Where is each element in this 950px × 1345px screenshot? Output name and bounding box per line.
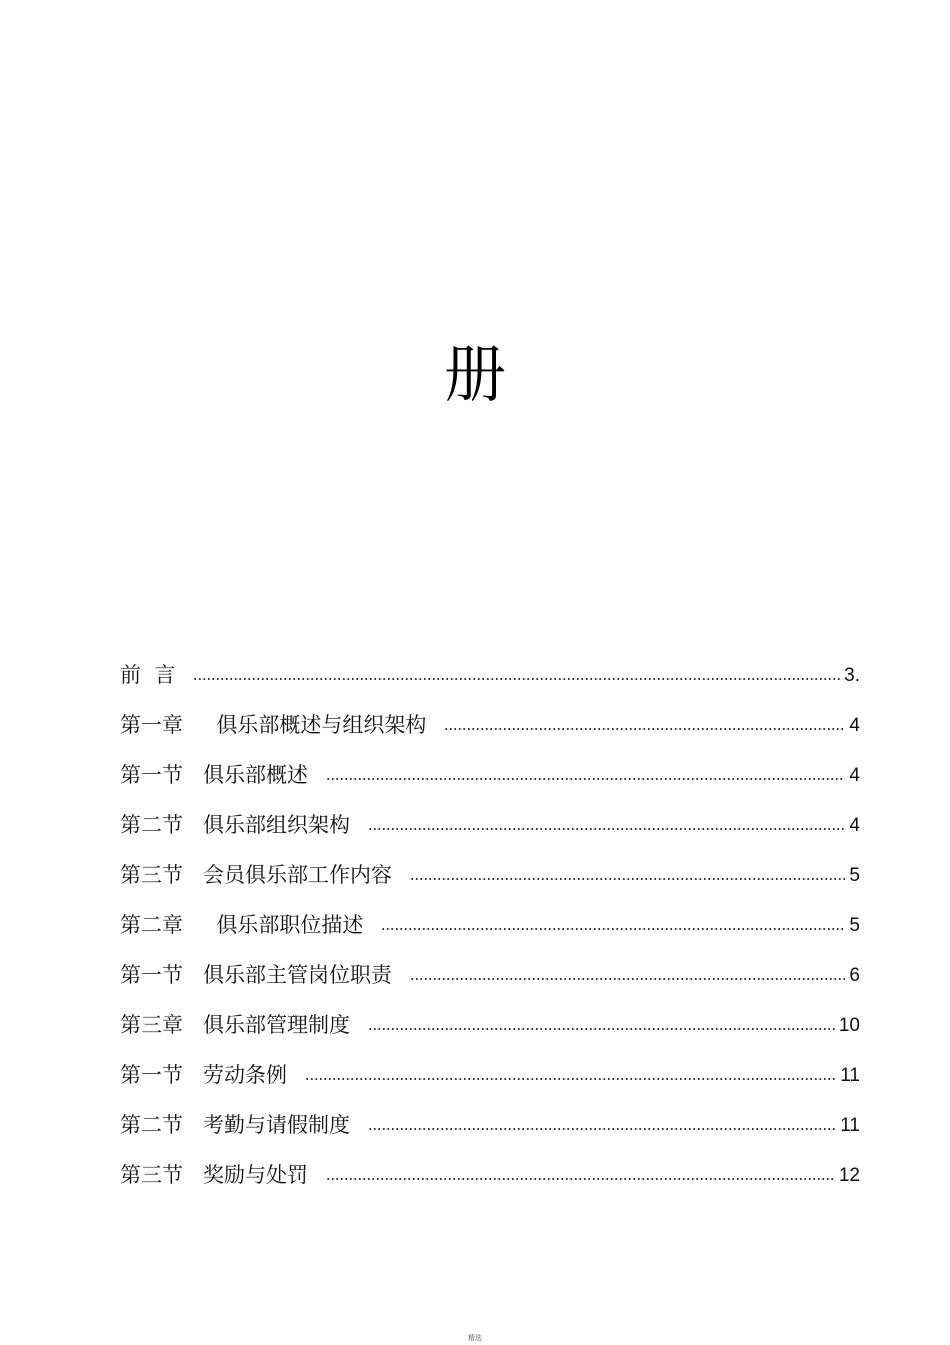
toc-entry-ch3-section-3[interactable] — [120, 1160, 860, 1190]
toc-dot-leader — [368, 1027, 835, 1031]
footer-mark: 精选 — [468, 1334, 482, 1342]
toc-entry-label: 前 言 — [120, 663, 176, 687]
toc-dot-leader — [368, 827, 845, 831]
toc-dot-leader — [368, 1127, 836, 1131]
toc-entry-ch3-section-2[interactable] — [120, 1110, 860, 1140]
toc-dot-leader — [444, 727, 845, 731]
toc-dot-leader — [410, 977, 845, 981]
toc-entry-label: 第三章 俱乐部管理制度 — [120, 1013, 351, 1037]
toc-entry-label: 第三节 会员俱乐部工作内容 — [120, 863, 393, 887]
toc-page-number: 5 — [849, 865, 860, 886]
toc-page-number: 12 — [838, 1165, 860, 1186]
toc-entry-label: 第三节 奖励与处罚 — [120, 1163, 309, 1187]
toc-entry-chapter-3[interactable] — [120, 1010, 860, 1040]
toc-page-number: 10 — [838, 1015, 860, 1036]
toc-page-number: 4 — [849, 765, 860, 786]
toc-page-number: 4 — [849, 815, 860, 836]
toc-entry-ch3-section-1[interactable] — [120, 1060, 860, 1090]
toc-entry-label: 第一节 俱乐部主管岗位职责 — [120, 963, 393, 987]
toc-entry-label: 第一节 劳动条例 — [120, 1063, 288, 1087]
toc-dot-leader — [410, 877, 845, 881]
toc-entry-label: 第一章 俱乐部概述与组织架构 — [120, 713, 427, 737]
toc-page-number: 11 — [840, 1065, 860, 1086]
toc-entry-chapter-2[interactable] — [120, 910, 860, 940]
toc-entry-ch1-section-2[interactable] — [120, 810, 860, 840]
toc-page-number: 6 — [849, 965, 860, 986]
toc-dot-leader — [326, 1177, 835, 1181]
toc-page-number: 4 — [849, 715, 860, 736]
toc-entry-label: 第二章 俱乐部职位描述 — [120, 913, 364, 937]
toc-entry-ch1-section-3[interactable] — [120, 860, 860, 890]
toc-entry-label: 第二节 考勤与请假制度 — [120, 1113, 351, 1137]
toc-dot-leader — [326, 777, 845, 781]
toc-entry-ch2-section-1[interactable] — [120, 960, 860, 990]
toc-page-number: 5 — [849, 915, 860, 936]
toc-page-number: 11 — [840, 1115, 860, 1136]
toc-page-number: 3. — [844, 665, 860, 686]
toc-dot-leader — [193, 677, 840, 681]
toc-entry-label: 第一节 俱乐部概述 — [120, 763, 309, 787]
toc-entry-ch1-section-1[interactable] — [120, 760, 860, 790]
toc-entry-preface[interactable] — [120, 660, 860, 690]
toc-entry-chapter-1[interactable] — [120, 710, 860, 740]
document-title: 册 — [443, 338, 506, 411]
toc-entry-label: 第二节 俱乐部组织架构 — [120, 813, 351, 837]
toc-dot-leader — [381, 927, 845, 931]
toc-dot-leader — [305, 1077, 836, 1081]
